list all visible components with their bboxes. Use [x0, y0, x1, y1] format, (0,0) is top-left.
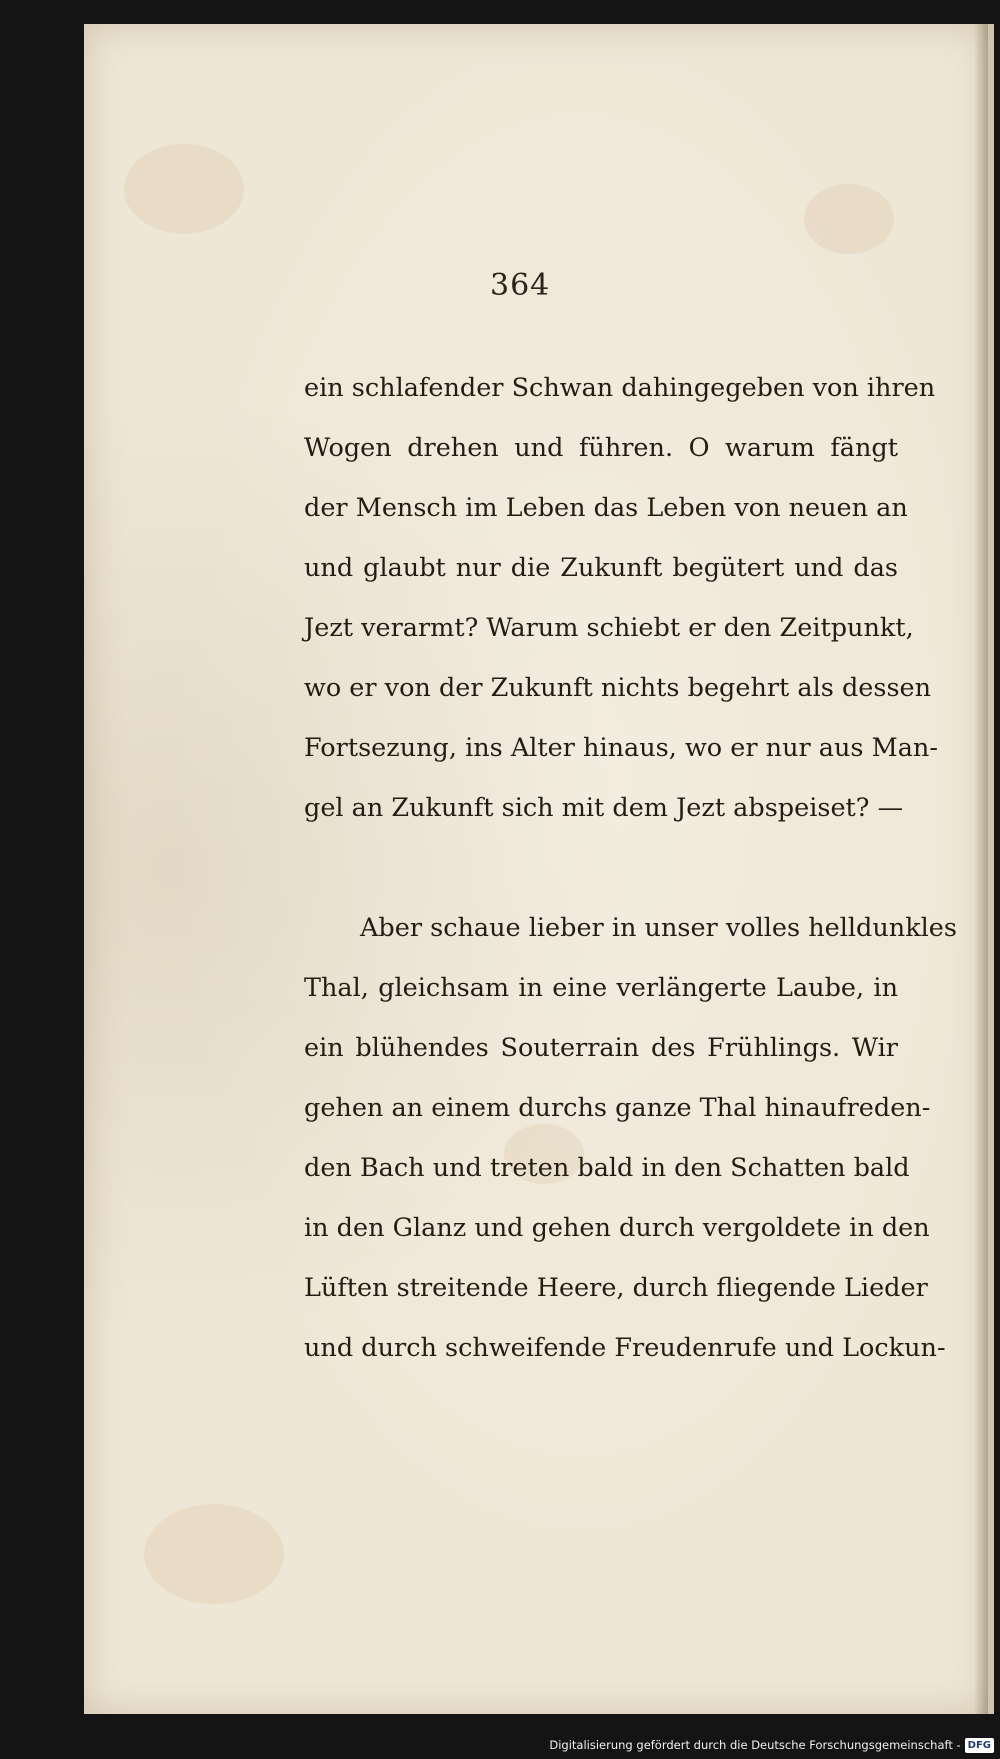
page-edge-shadow: [974, 24, 988, 1714]
text-line: Aber schaue lieber in unser volles helldunkles: [360, 913, 957, 943]
text-line: Jezt verarmt? Warum schiebt er den Zeitpunkt,: [304, 613, 914, 643]
text-line: in den Glanz und gehen durch vergoldete in den: [304, 1213, 930, 1243]
text-line: gel an Zukunft sich mit dem Jezt abspeiset? —: [304, 793, 904, 823]
paper-stain: [144, 1504, 284, 1604]
paragraph-1: [304, 358, 938, 838]
text-line: und durch schweifende Freudenrufe und Lockun-: [304, 1333, 946, 1363]
paper-stain: [124, 144, 244, 234]
text-line: den Bach und treten bald in den Schatten bald: [304, 1153, 910, 1183]
page-number: 364: [490, 268, 551, 303]
text-line: Lüften streitende Heere, durch fliegende Lieder: [304, 1273, 928, 1303]
text-line: ein blühendes Souterrain des Frühlings. Wir: [304, 1033, 898, 1063]
text-line: Wogen drehen und führen. O warum fängt: [304, 433, 898, 463]
text-line: wo er von der Zukunft nichts begehrt als dessen: [304, 673, 932, 703]
paragraph-2: [304, 898, 957, 1378]
credit-text: Digitalisierung gefördert durch die Deutsche Forschungsgemeinschaft -: [549, 1738, 961, 1752]
text-line: der Mensch im Leben das Leben von neuen an: [304, 493, 908, 523]
text-line: Fortsezung, ins Alter hinaus, wo er nur aus Man-: [304, 733, 938, 763]
text-line: Thal, gleichsam in eine verlängerte Laube, in: [304, 973, 898, 1003]
text-line: ein schlafender Schwan dahingegeben von ihren: [304, 373, 936, 403]
text-line: und glaubt nur die Zukunft begütert und das: [304, 553, 898, 583]
paper-stain: [804, 184, 894, 254]
digitization-credit: [549, 1735, 994, 1755]
dfg-logo: DFG: [965, 1738, 994, 1753]
text-line: gehen an einem durchs ganze Thal hinaufreden-: [304, 1093, 931, 1123]
